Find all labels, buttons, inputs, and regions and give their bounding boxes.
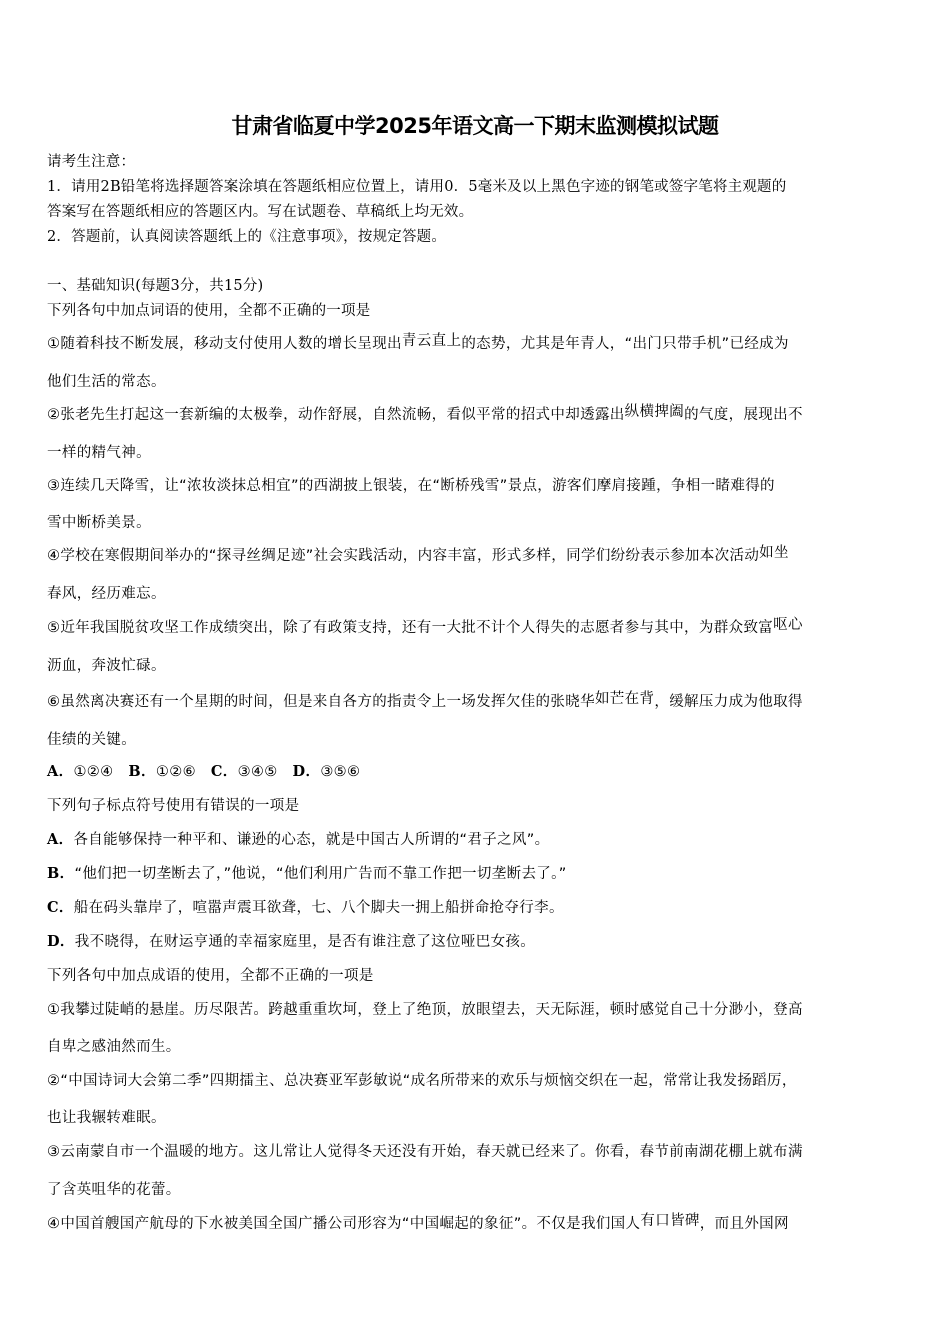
question-2-stem: 下列句子标点符号使用有错误的一项是: [47, 798, 300, 814]
item-text: ⑥虽然离决赛还有一个星期的时间，但是来自各方的指责令上一场发挥欠佳的张晓华: [47, 694, 595, 710]
item-text: ，争相一睹难得的: [656, 478, 775, 494]
q1-item-1: [47, 334, 789, 354]
emphasized-word: 如坐: [759, 545, 789, 561]
q1-item-2-cont: 一样的精气神。: [47, 445, 151, 461]
q1-item-6: [47, 692, 803, 712]
item-text: 的态势，尤其是年青人，“出门只带手机”已经成为: [461, 336, 789, 352]
option-text: 船在码头靠岸了，喧嚣声震耳欲聋，七、八个脚夫一拥上船拼命抢夺行李。: [73, 900, 564, 916]
emphasized-word: 摩肩接踵: [596, 478, 657, 494]
q1-item-2: [47, 405, 803, 425]
q1-options: [47, 762, 360, 782]
q3-item-1: ①我攀过陡峭的悬崖。历尽限苦。跨越重重坎坷，登上了绝顶，放眼望去，天无际涯，顿时感觉自己十分渺小，登高: [47, 1002, 803, 1018]
option-b-value: ①②⑥: [155, 764, 196, 780]
section-heading: 一、基础知识(每题3分，共15分): [47, 278, 264, 294]
notice-line-1: 1．请用2B铅笔将选择题答案涂填在答题纸相应位置上，请用0．5毫米及以上黑色字迹的钢笔或签字笔将主观题的: [47, 179, 787, 195]
option-a-letter: A．: [47, 763, 74, 780]
q2-option-c: [47, 898, 564, 918]
notice-line-2: 答案写在答题纸相应的答题区内。写在试题卷、草稿纸上均无效。: [47, 204, 474, 220]
q1-item-4-cont: 春风，经历难忘。: [47, 586, 166, 602]
item-text: 的气度，展现出不: [684, 407, 803, 423]
q1-item-5: [47, 618, 803, 638]
q3-item-2: ②“中国诗词大会第二季”四期擂主、总决赛亚军彭敏说“成名所带来的欢乐与烦恼交织在一起，常常让我发扬蹈厉，: [47, 1073, 797, 1089]
option-letter: A．: [47, 831, 74, 848]
emphasized-word: 如芒在背: [594, 691, 655, 707]
q3-item-2-cont: 也让我辗转难眠。: [47, 1110, 166, 1126]
option-d-value: ③⑤⑥: [320, 764, 361, 780]
item-text: ③连续几天降雪，让“浓妆淡抹总相宜”的西湖披上银装，在“断桥残雪”景点，游客们: [47, 478, 597, 494]
q3-item-3-cont: 了含英咀华的花蕾。: [47, 1182, 181, 1198]
option-d-letter: D．: [292, 763, 321, 780]
q3-item-4: [47, 1214, 789, 1234]
option-a-value: ①②④: [73, 764, 114, 780]
option-c-letter: C．: [210, 763, 238, 780]
item-text: ①随着科技不断发展，移动支付使用人数的增长呈现出: [47, 336, 402, 352]
item-text: ④中国首艘国产航母的下水被美国全国广播公司形容为“中国崛起的象征”。不仅是我们国人: [47, 1216, 641, 1232]
q3-item-3: ③云南蒙自市一个温暖的地方。这儿常让人觉得冬天还没有开始，春天就已经来了。你看，春节前南湖花棚上就布满: [47, 1144, 803, 1160]
option-text: 各自能够保持一种平和、谦逊的心态，就是中国古人所谓的“君子之风”。: [73, 832, 550, 848]
notice-heading: 请考生注意：: [47, 154, 136, 170]
emphasized-word: 青云直上: [401, 333, 462, 349]
item-text: ②张老先生打起这一套新编的太极拳，动作舒展，自然流畅，看似平常的招式中却透露出: [47, 407, 625, 423]
notice-line-3: 2．答题前，认真阅读答题纸上的《注意事项》，按规定答题。: [47, 229, 447, 245]
option-letter: D．: [47, 933, 75, 950]
q1-item-4: [47, 546, 789, 566]
question-1-stem: 下列各句中加点词语的使用，全都不正确的一项是: [47, 303, 371, 319]
emphasized-word: 有口皆碑: [640, 1213, 700, 1229]
item-text: ，缓解压力成为他取得: [654, 694, 803, 710]
q2-option-b: [47, 864, 567, 884]
option-c-value: ③④⑤: [237, 764, 278, 780]
option-letter: B．: [47, 865, 75, 882]
item-text: ，而且外国网: [699, 1216, 789, 1232]
q2-option-a: [47, 830, 550, 850]
q1-item-3: [47, 476, 775, 496]
item-text: ⑤近年我国脱贫攻坚工作成绩突出，除了有政策支持，还有一大批不计个人得失的志愿者参与其中，为群众致富: [47, 620, 774, 636]
q1-item-5-cont: 沥血，奔波忙碌。: [47, 658, 166, 674]
page-title: 甘肃省临夏中学2025年语文高一下期末监测模拟试题: [231, 114, 719, 138]
q1-item-1-cont: 他们生活的常态。: [47, 374, 166, 390]
option-text: 我不晓得，在财运亨通的幸福家庭里，是否有谁注意了这位哑巴女孩。: [74, 934, 536, 950]
item-text: ④学校在寒假期间举办的“探寻丝绸足迹”社会实践活动，内容丰富，形式多样，同学们纷纷表示参加本次活动: [47, 548, 760, 564]
question-3-stem: 下列各句中加点成语的使用，全都不正确的一项是: [47, 968, 374, 984]
q1-item-3-cont: 雪中断桥美景。: [47, 515, 151, 531]
option-text: “他们把一切垄断去了，”他说，“他们利用广告而不靠工作把一切垄断去了。”: [74, 866, 567, 882]
emphasized-word: 呕心: [773, 617, 803, 633]
emphasized-word: 纵横捭阖: [624, 404, 685, 420]
q1-item-6-cont: 佳绩的关键。: [47, 732, 137, 748]
q2-option-d: [47, 932, 535, 952]
q3-item-1-cont: 自卑之感油然而生。: [47, 1039, 181, 1055]
option-letter: C．: [47, 899, 74, 916]
option-b-letter: B．: [128, 763, 156, 780]
